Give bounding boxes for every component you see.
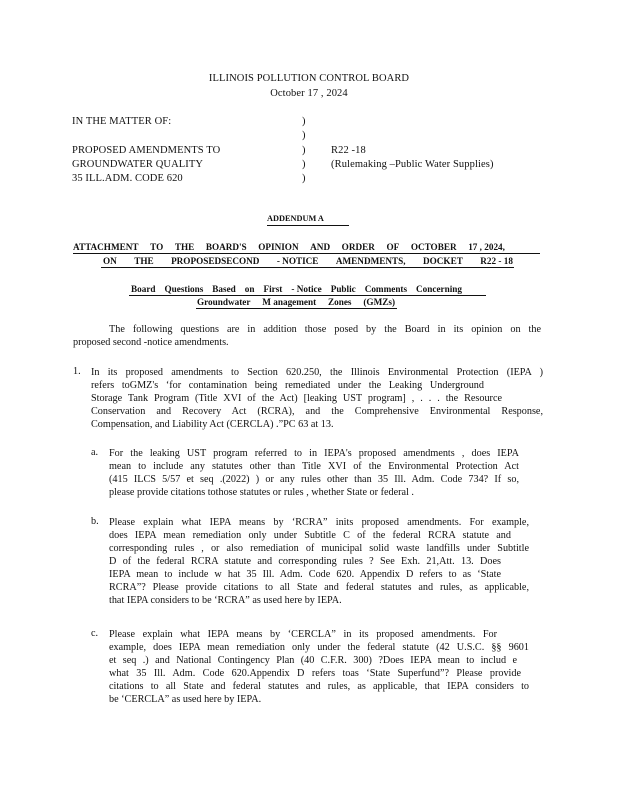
question-1-number: 1. bbox=[73, 366, 81, 377]
subquestion-c-text: Please explain what IEPA means by ‘CERCLA” in its proposed amendments. For example, does IEPA mean remediation only under the federal statute (42 U.S.C. §§ 9601 et seq .) and National Contingency Plan (40 C.F.R. 300) ?Does IEPA mean to includ e what 35 Ill. Adm. Code 620.Appendix D refers toas ‘State Superfund”? Please provide citations to all State and federal statutes and rules, as applicable, that IEPA considers to be ‘CERCLA” as used here by IEPA. bbox=[109, 629, 529, 705]
attachment-rule-1 bbox=[73, 253, 540, 254]
caption-left-5: 35 ILL.ADM. CODE 620 bbox=[72, 173, 183, 184]
addendum-title: ADDENDUM A bbox=[267, 214, 324, 223]
caption-paren-1: ) bbox=[302, 116, 306, 127]
caption-paren-4: ) bbox=[302, 159, 306, 170]
caption-left-4: GROUNDWATER QUALITY bbox=[72, 159, 204, 170]
board-title: ILLINOIS POLLUTION CONTROL BOARD bbox=[208, 73, 410, 84]
attachment-rule-2 bbox=[101, 267, 514, 268]
subquestion-b-text: Please explain what IEPA means by ‘RCRA” inits proposed amendments. For example, does IEPA mean remediation only under Subtitle C of the federal RCRA statute and corresponding rules , or also remediation of municipal solid waste landfills under Subtitle D of the federal RCRA statute and corresponding rules ? See Exh. 21,Att. 13. Does IEPA mean to include w hat 35 Ill. Adm. Code 620. Appendix D refers to as ‘State RCRA”? Please provide citations to all State and federal statutes and rules, as applicable, that IEPA considers to be ‘RCRA” as used here by IEPA. bbox=[109, 517, 529, 606]
document-date: October 17 , 2024 bbox=[270, 88, 348, 99]
caption-left-3: PROPOSED AMENDMENTS TO bbox=[72, 145, 221, 156]
subtitle-line-2: Groundwater M anagement Zones (GMZs) bbox=[197, 297, 395, 307]
caption-left-1: IN THE MATTER OF: bbox=[72, 116, 172, 127]
subtitle-line-1: Board Questions Based on First - Notice Public Comments Concerning bbox=[131, 284, 462, 294]
docket-number: R22 -18 bbox=[331, 145, 366, 156]
caption-paren-2: ) bbox=[302, 130, 306, 141]
addendum-underline bbox=[267, 225, 349, 226]
subquestion-a-letter: a. bbox=[91, 447, 99, 458]
subquestion-c-letter: c. bbox=[91, 628, 99, 639]
caption-paren-5: ) bbox=[302, 173, 306, 184]
attachment-line-2: ON THE PROPOSEDSECOND - NOTICE AMENDMENTS, DOCKET R22 - 18 bbox=[103, 256, 513, 266]
subquestion-a-text: For the leaking UST program referred to in IEPA's proposed amendments , does IEPA mean to include any statutes other than Title XVI of the Environmental Protection Act (415 ILCS 5/57 et seq .(2022) ) or any rules other than 35 Ill. Adm. Code 734? If so, please provide citations tothose statutes or rules , whether State or federal . bbox=[109, 448, 519, 498]
subtitle-rule-1 bbox=[129, 295, 486, 296]
attachment-line-1: ATTACHMENT TO THE BOARD'S OPINION AND ORDER OF OCTOBER 17 , 2024, bbox=[73, 242, 505, 252]
subquestion-b-letter: b. bbox=[91, 516, 99, 527]
subtitle-rule-2 bbox=[196, 308, 397, 309]
rulemaking-type: (Rulemaking –Public Water Supplies) bbox=[331, 159, 494, 170]
intro-paragraph: The following questions are in addition those posed by the Board in its opinion on the proposed second -notice amendments. bbox=[73, 324, 541, 348]
question-1-text: In its proposed amendments to Section 620.250, the Illinois Environmental Protection (IEPA ) refers toGMZ's ‘for contamination being remediated under the Leaking Underground Storage Tank Program (Title XVI of the Act) [leaking UST program] , . . . the Resource Conservation and Recovery Act (RCRA), and the Comprehensive Environmental Response, Compensation, and Liability Act (CERCLA) .”PC 63 at 13. bbox=[91, 367, 543, 430]
caption-paren-3: ) bbox=[302, 145, 306, 156]
